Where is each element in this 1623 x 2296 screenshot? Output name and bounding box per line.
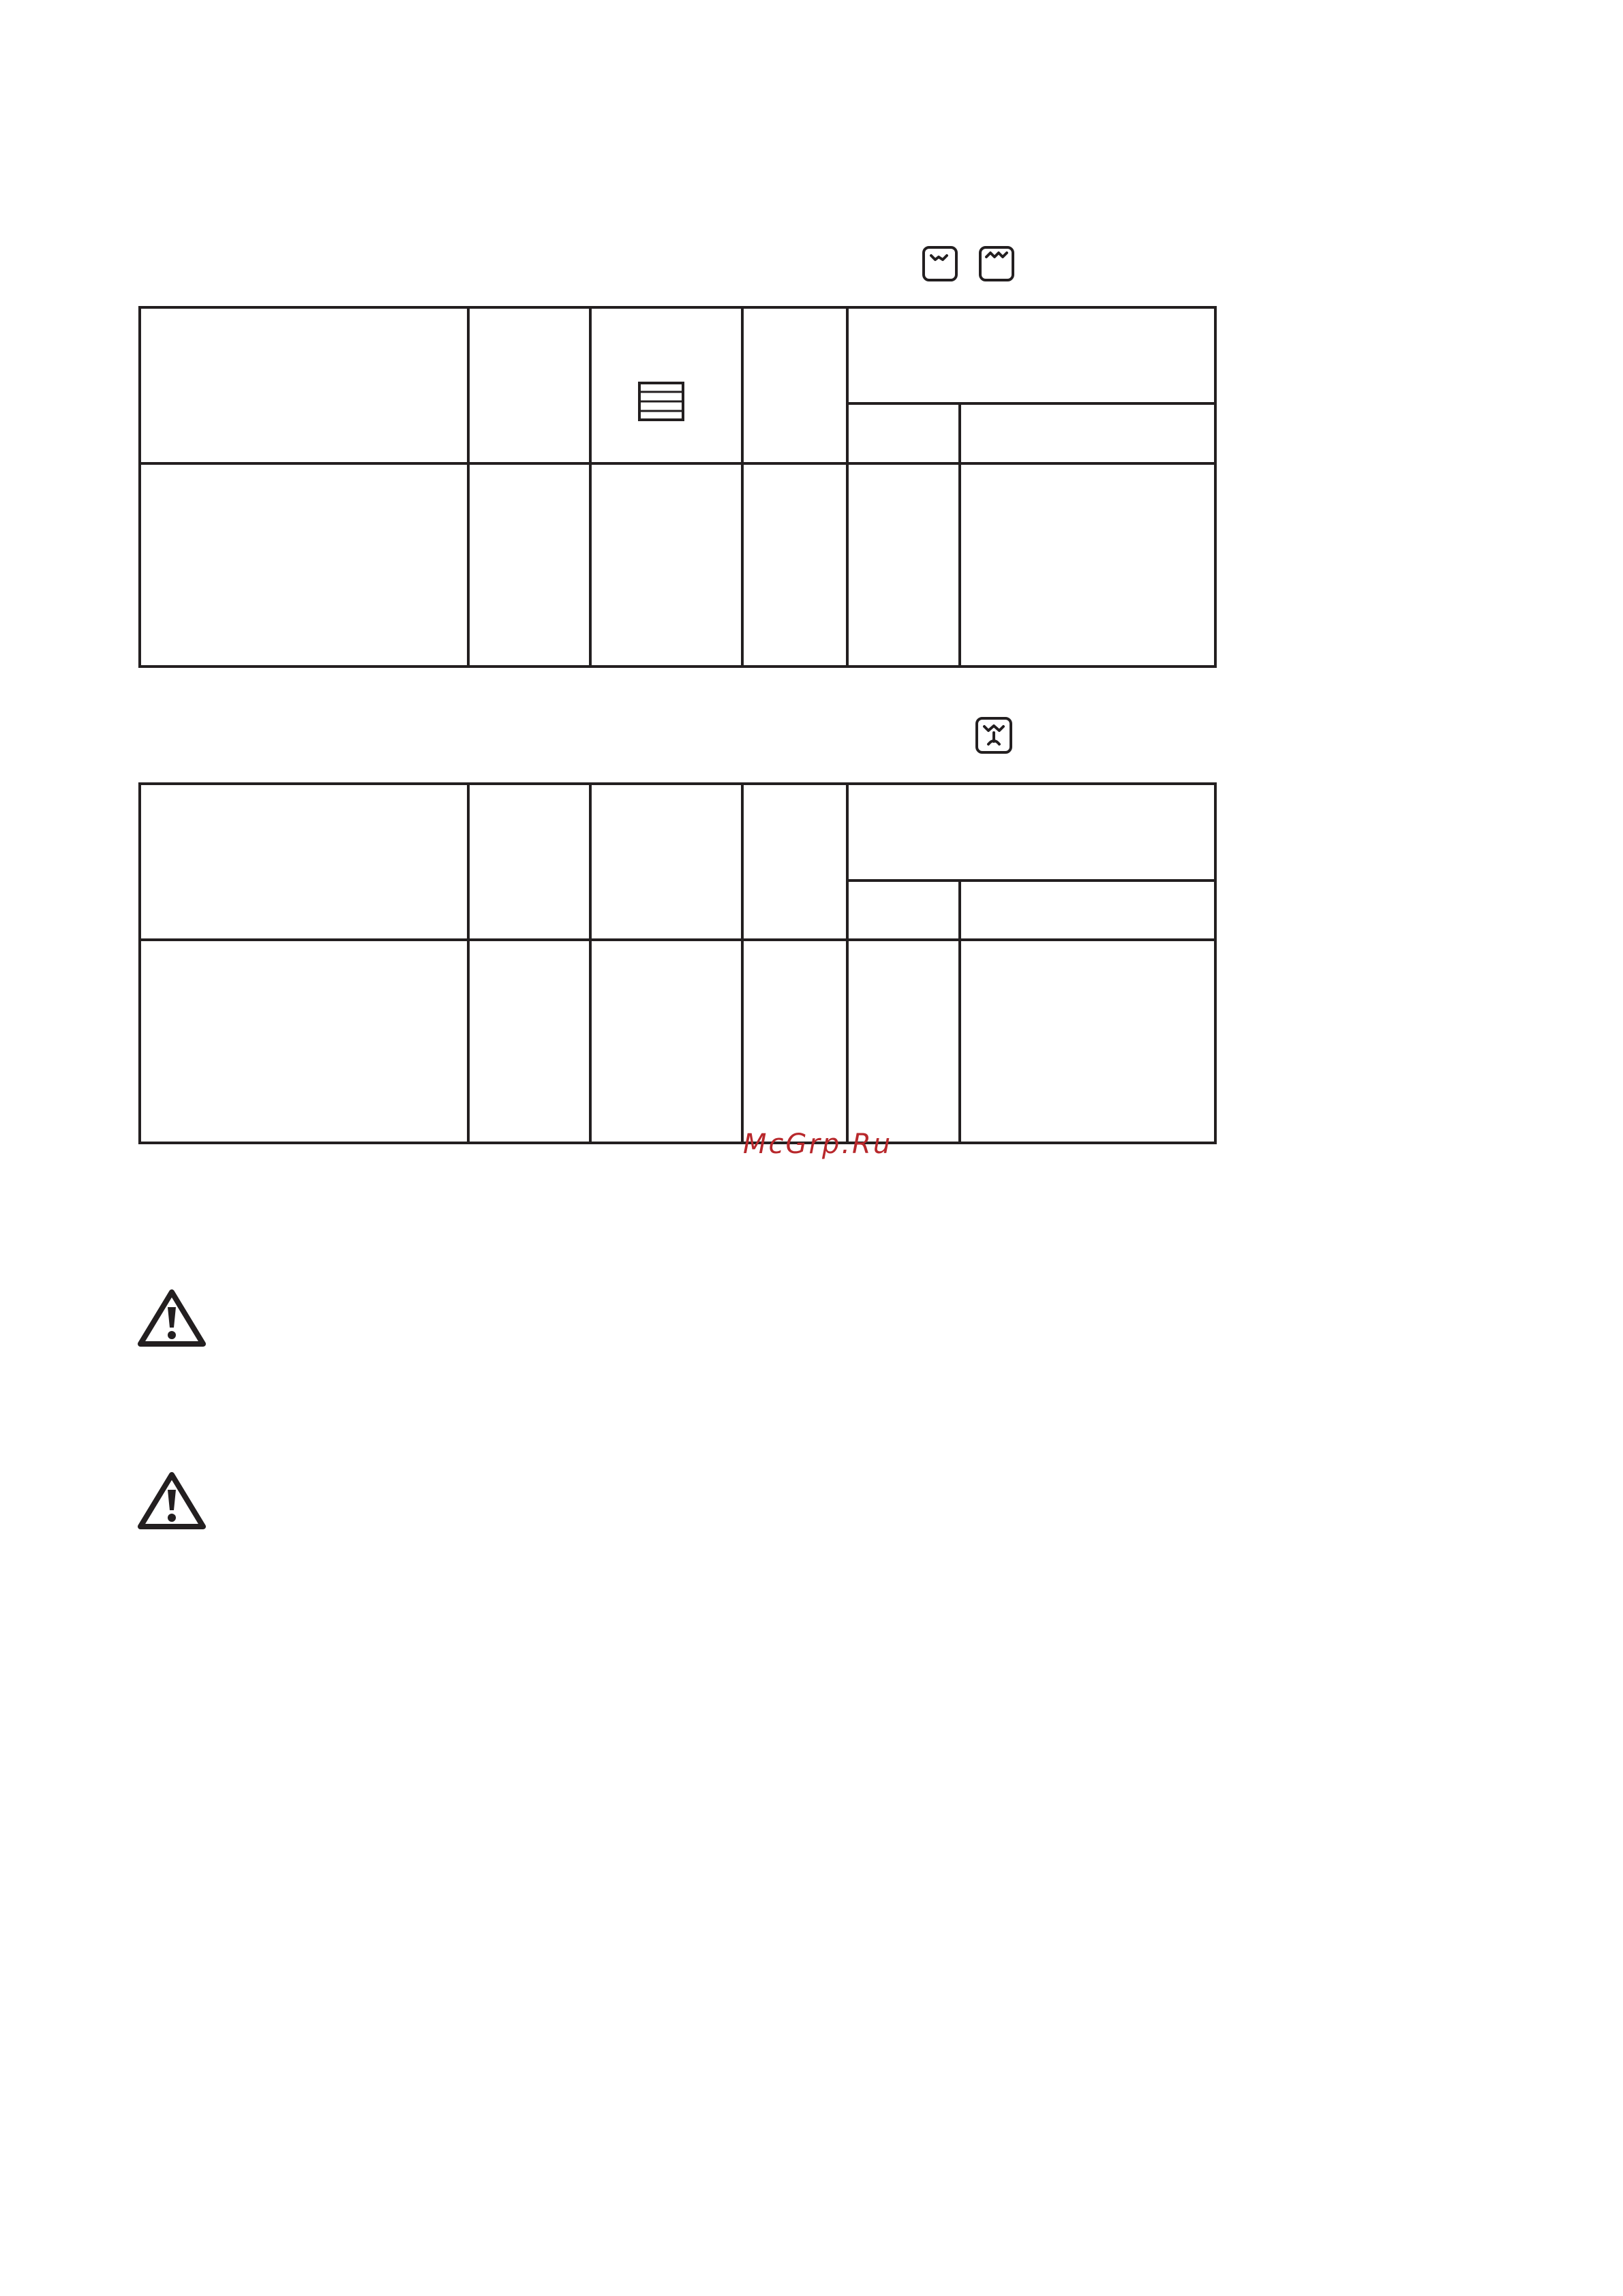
watermark-text[interactable]: McGrp.Ru: [743, 1129, 893, 1160]
warning-triangle-icon: [136, 1471, 207, 1532]
warning-triangle-icon: [136, 1288, 207, 1349]
